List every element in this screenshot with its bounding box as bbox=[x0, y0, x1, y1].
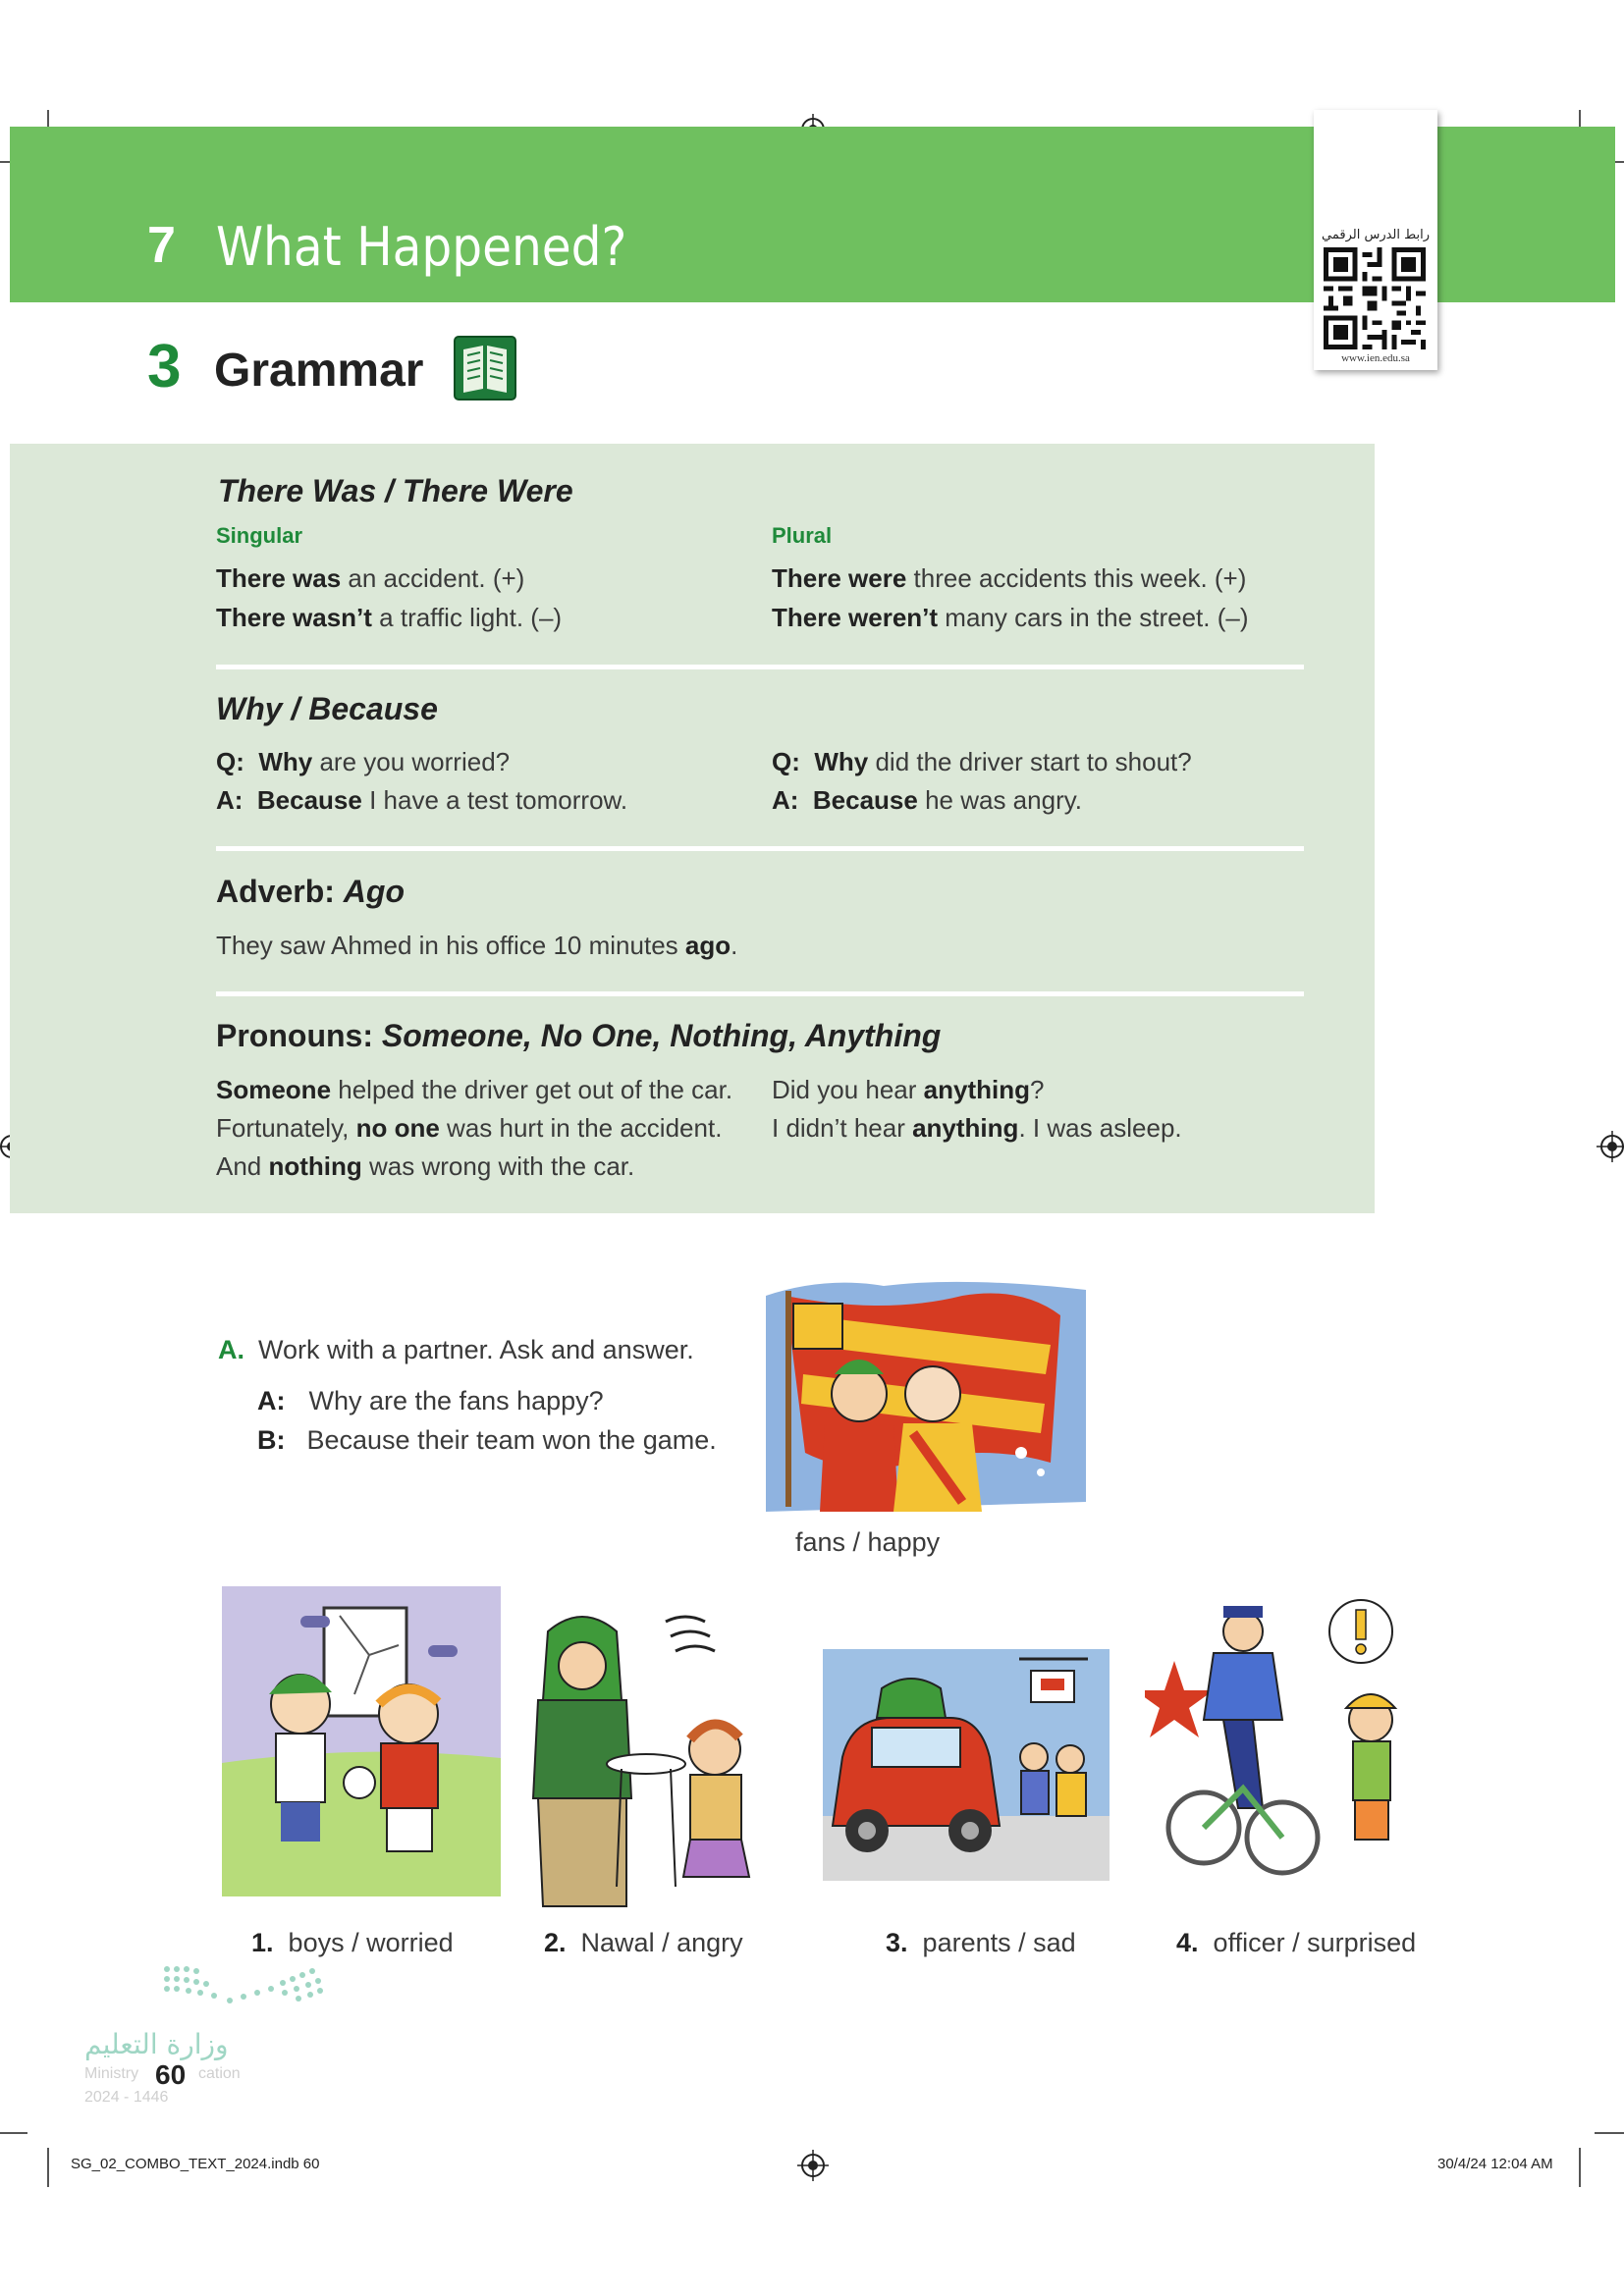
qr-card[interactable] bbox=[1314, 110, 1437, 370]
singular-example: There wasn’t a traffic light. (–) bbox=[216, 603, 563, 632]
page-number: 60 bbox=[155, 2059, 187, 2090]
ministry-english-suffix: cation bbox=[198, 2065, 241, 2082]
why-example: Q: Why are you worried? bbox=[216, 747, 511, 776]
unit-number: 7 bbox=[147, 217, 176, 274]
crop-mark bbox=[1579, 2148, 1581, 2187]
singular-label: Singular bbox=[216, 523, 303, 548]
ministry-english: Ministry bbox=[84, 2065, 139, 2082]
dialog-line: B: Because their team won the game. bbox=[257, 1425, 717, 1455]
exercise-letter: A. bbox=[218, 1335, 244, 1364]
pronoun-example: Fortunately, no one was hurt in the accident. bbox=[216, 1113, 723, 1143]
item-caption: 4. officer / surprised bbox=[1176, 1928, 1417, 1957]
plural-example: There were three accidents this week. (+) bbox=[772, 563, 1247, 593]
divider bbox=[216, 665, 1304, 669]
example-caption: fans / happy bbox=[795, 1527, 941, 1557]
section-heading-why-because: Why / Because bbox=[216, 691, 438, 726]
ministry-logo-icon bbox=[161, 1963, 326, 2018]
because-example: A: Because I have a test tomorrow. bbox=[216, 785, 628, 815]
item-caption: 2. Nawal / angry bbox=[544, 1928, 743, 1957]
lesson-number: 3 bbox=[147, 333, 182, 400]
crop-mark bbox=[1595, 2132, 1624, 2134]
officer-illustration bbox=[1145, 1592, 1435, 1883]
pronoun-example: I didn’t hear anything. I was asleep. bbox=[772, 1113, 1182, 1143]
exercise-instruction: Work with a partner. Ask and answer. bbox=[258, 1335, 694, 1364]
unit-title: What Happened? bbox=[216, 216, 627, 278]
pronoun-example: Someone helped the driver get out of the car. bbox=[216, 1075, 733, 1104]
ministry-year: 2024 - 1446 bbox=[84, 2089, 169, 2106]
footer-date: 30/4/24 12:04 AM bbox=[1437, 2156, 1553, 2172]
qr-code-icon[interactable] bbox=[1324, 247, 1426, 349]
divider bbox=[216, 846, 1304, 851]
pronoun-example: And nothing was wrong with the car. bbox=[216, 1151, 635, 1181]
because-example: A: Because he was angry. bbox=[772, 785, 1083, 815]
boys-illustration bbox=[222, 1586, 501, 1896]
nawal-illustration bbox=[509, 1592, 780, 1912]
lesson-title: Grammar bbox=[214, 345, 424, 397]
crop-mark bbox=[47, 2148, 49, 2187]
plural-label: Plural bbox=[772, 523, 833, 548]
registration-mark-icon bbox=[1597, 1131, 1624, 1162]
footer-file: SG_02_COMBO_TEXT_2024.indb 60 bbox=[71, 2156, 320, 2172]
why-example: Q: Why did the driver start to shout? bbox=[772, 747, 1192, 776]
dialog-line: A: Why are the fans happy? bbox=[257, 1386, 604, 1415]
pronoun-example: Did you hear anything? bbox=[772, 1075, 1045, 1104]
plural-example: There weren’t many cars in the street. (–) bbox=[772, 603, 1249, 632]
registration-mark-icon bbox=[797, 2150, 829, 2181]
qr-label: رابط الدرس الرقمي bbox=[1322, 228, 1430, 242]
section-heading-adverb: Adverb: Ago bbox=[216, 874, 405, 909]
section-heading-there-was: There Was / There Were bbox=[218, 473, 573, 508]
singular-example: There was an accident. (+) bbox=[216, 563, 525, 593]
divider bbox=[216, 991, 1304, 996]
adverb-example: They saw Ahmed in his office 10 minutes ago. bbox=[216, 931, 738, 960]
book-icon bbox=[454, 336, 516, 400]
item-caption: 3. parents / sad bbox=[886, 1928, 1076, 1957]
fans-illustration bbox=[766, 1276, 1086, 1512]
crop-mark bbox=[0, 2132, 27, 2134]
section-heading-pronouns: Pronouns: Someone, No One, Nothing, Anything bbox=[216, 1018, 942, 1053]
parents-illustration bbox=[823, 1649, 1110, 1881]
item-caption: 1. boys / worried bbox=[251, 1928, 454, 1957]
ministry-arabic: وزارة التعليم bbox=[84, 2028, 229, 2060]
qr-url: www.ien.edu.sa bbox=[1341, 352, 1410, 364]
